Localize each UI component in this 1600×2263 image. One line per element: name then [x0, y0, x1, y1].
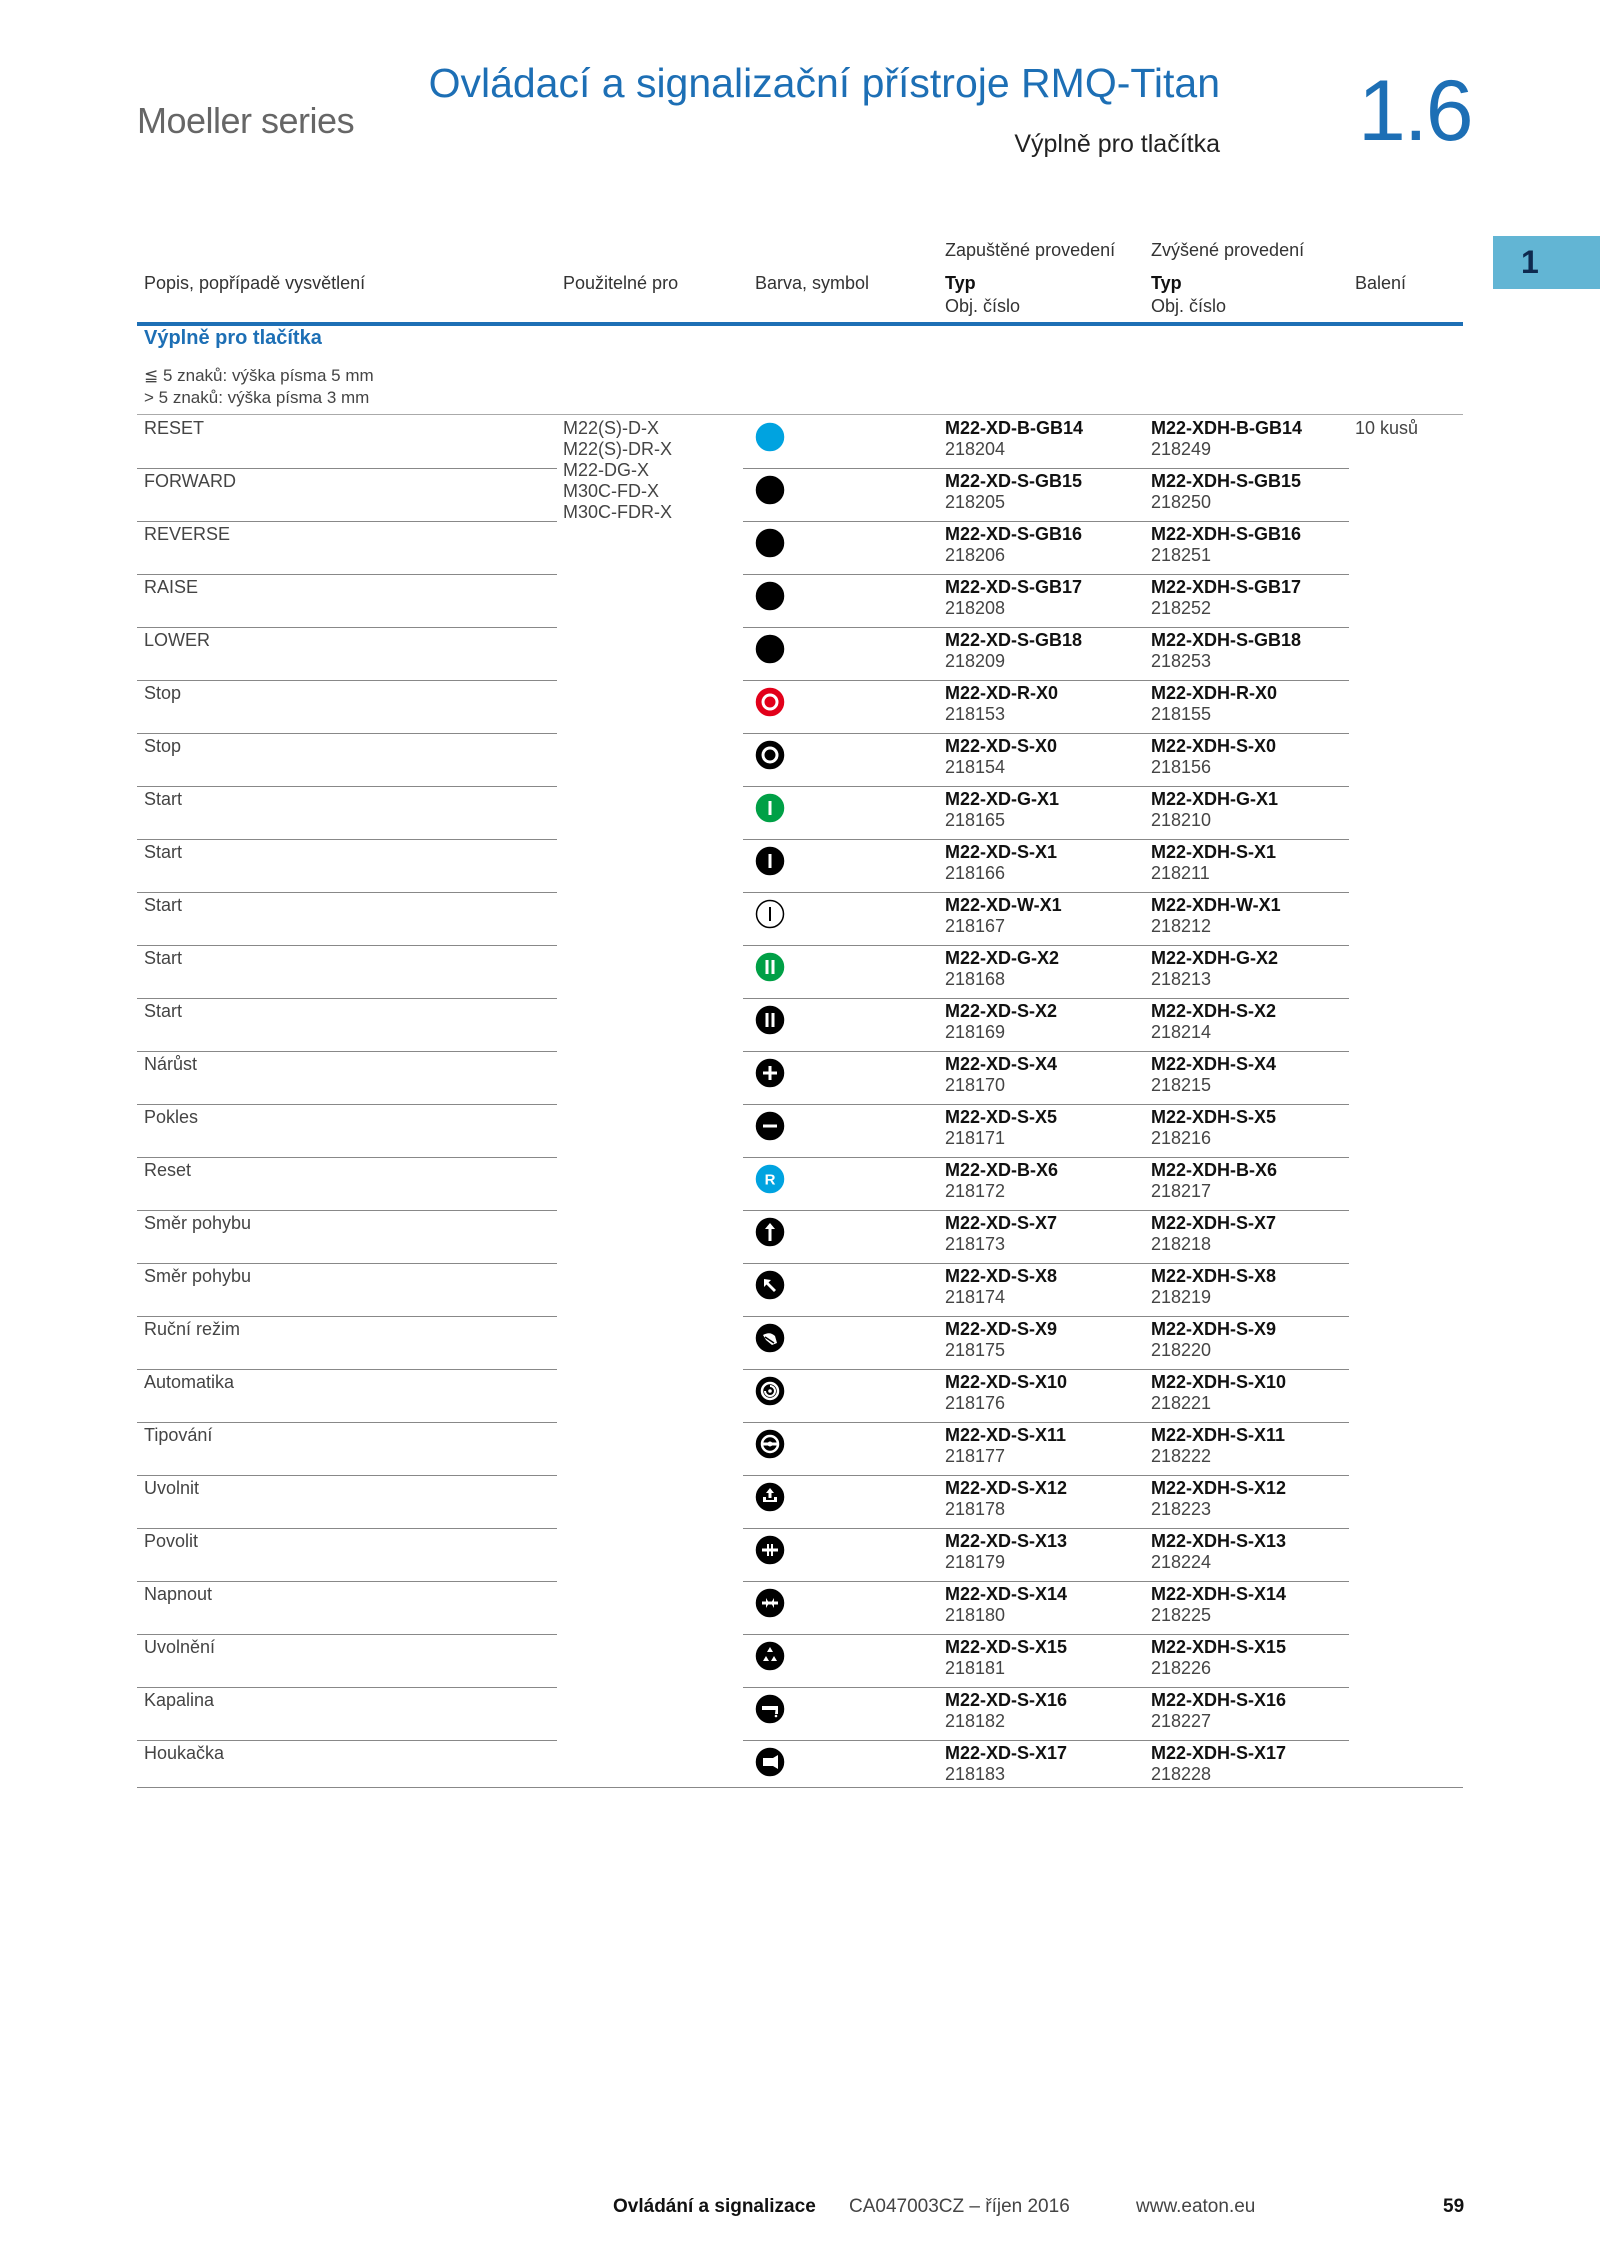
flush-type: M22-XD-S-X11 — [945, 1425, 1067, 1445]
loosen-icon — [755, 1535, 785, 1565]
raised-type: M22-XDH-G-X1 — [1151, 789, 1279, 809]
table-row — [0, 1317, 1600, 1370]
blue-dot-icon — [755, 422, 785, 452]
flush-type: M22-XD-S-X7 — [945, 1213, 1058, 1233]
raised-order-number: 218215 — [1151, 1075, 1212, 1095]
flush-order-number: 218172 — [945, 1181, 1006, 1201]
raised-order-number: 218225 — [1151, 1605, 1212, 1625]
raised-order-number: 218222 — [1151, 1446, 1212, 1466]
table-row — [0, 893, 1600, 946]
table-row — [0, 1105, 1600, 1158]
red-stop-icon — [755, 687, 785, 717]
raised-type: M22-XDH-S-X1 — [1151, 842, 1277, 862]
flush-order-number: 218205 — [945, 492, 1006, 512]
row-description: Ruční režim — [144, 1319, 241, 1339]
plus-icon — [755, 1058, 785, 1088]
arrow-diag-icon — [755, 1270, 785, 1300]
pack-size: 10 kusů — [1355, 418, 1419, 438]
flush-type: M22-XD-S-GB18 — [945, 630, 1083, 650]
table-row — [0, 1370, 1600, 1423]
row-description: Start — [144, 842, 183, 862]
row-description: Směr pohybu — [144, 1213, 252, 1233]
release-icon — [755, 1482, 785, 1512]
raised-type: M22-XDH-S-X11 — [1151, 1425, 1286, 1445]
raised-order-number: 218250 — [1151, 492, 1212, 512]
raised-group-header: Zvýšené provedení — [1151, 240, 1305, 260]
black-stop-icon — [755, 740, 785, 770]
row-description: Kapalina — [144, 1690, 215, 1710]
raised-order-number: 218223 — [1151, 1499, 1212, 1519]
footer-section: Ovládání a signalizace — [613, 2196, 816, 2217]
flush-order-number: 218169 — [945, 1022, 1006, 1042]
flush-order-number: 218165 — [945, 810, 1006, 830]
raised-order-number: 218224 — [1151, 1552, 1212, 1572]
chapter-tab[interactable]: 1 — [1493, 236, 1600, 289]
flush-order-number: 218168 — [945, 969, 1006, 989]
table-row — [0, 1582, 1600, 1635]
raised-type: M22-XDH-S-X0 — [1151, 736, 1277, 756]
raised-order-number: 218218 — [1151, 1234, 1212, 1254]
flush-type: M22-XD-S-X5 — [945, 1107, 1058, 1127]
table-row — [0, 1052, 1600, 1105]
raised-type: M22-XDH-S-X9 — [1151, 1319, 1277, 1339]
flush-type: M22-XD-R-X0 — [945, 683, 1059, 703]
liquid-icon — [755, 1694, 785, 1724]
chapter-number: 1.6 — [1358, 63, 1472, 159]
flush-type: M22-XD-B-X6 — [945, 1160, 1059, 1180]
raised-order-number: 218251 — [1151, 545, 1212, 565]
row-description: Napnout — [144, 1584, 213, 1604]
flush-type: M22-XD-S-X16 — [945, 1690, 1068, 1710]
raised-type: M22-XDH-S-X13 — [1151, 1531, 1287, 1551]
flush-type: M22-XD-S-X0 — [945, 736, 1058, 756]
flush-type: M22-XD-S-GB17 — [945, 577, 1083, 597]
row-description: Start — [144, 948, 183, 968]
row-description: RESET — [144, 418, 205, 438]
black-dot-icon — [755, 475, 785, 505]
table-row — [0, 1476, 1600, 1529]
row-description: FORWARD — [144, 471, 236, 491]
hand-icon — [755, 1323, 785, 1353]
row-description: Start — [144, 895, 183, 915]
raised-order-number: 218217 — [1151, 1181, 1212, 1201]
section-divider — [137, 414, 1463, 415]
row-description: Povolit — [144, 1531, 199, 1551]
table-row — [0, 946, 1600, 999]
white-start-i-icon — [755, 899, 785, 929]
raised-order-number: 218253 — [1151, 651, 1212, 671]
flush-type: M22-XD-S-X8 — [945, 1266, 1058, 1286]
minus-icon — [755, 1111, 785, 1141]
raised-type: M22-XDH-S-X4 — [1151, 1054, 1277, 1074]
row-description: Tipování — [144, 1425, 213, 1445]
raised-type: M22-XDH-S-X2 — [1151, 1001, 1277, 1021]
raised-type: M22-XDH-G-X2 — [1151, 948, 1279, 968]
black-dot-icon — [755, 634, 785, 664]
arrow-up-icon — [755, 1217, 785, 1247]
col-type-header-raised: Typ — [1151, 273, 1182, 293]
table-row — [0, 1211, 1600, 1264]
page-subtitle: Výplně pro tlačítka — [1014, 130, 1220, 158]
flush-type: M22-XD-S-X2 — [945, 1001, 1058, 1021]
series-label: Moeller series — [137, 100, 355, 141]
col-desc-header: Popis, popřípadě vysvětlení — [144, 273, 366, 293]
flush-order-number: 218181 — [945, 1658, 1006, 1678]
raised-type: M22-XDH-S-X14 — [1151, 1584, 1287, 1604]
row-description: Stop — [144, 683, 182, 703]
table-row — [0, 1688, 1600, 1741]
row-description: Reset — [144, 1160, 192, 1180]
flush-type: M22-XD-S-X15 — [945, 1637, 1068, 1657]
flush-order-number: 218176 — [945, 1393, 1006, 1413]
raised-type: M22-XDH-S-X5 — [1151, 1107, 1277, 1127]
flush-order-number: 218182 — [945, 1711, 1006, 1731]
raised-type: M22-XDH-S-GB17 — [1151, 577, 1302, 597]
table-row — [0, 681, 1600, 734]
flush-order-number: 218206 — [945, 545, 1006, 565]
raised-order-number: 218211 — [1151, 863, 1210, 883]
raised-type: M22-XDH-S-X12 — [1151, 1478, 1287, 1498]
col-type-header-flush: Typ — [945, 273, 976, 293]
reset-r-icon — [755, 1164, 785, 1194]
raised-type: M22-XDH-S-GB16 — [1151, 524, 1302, 544]
row-description: Uvolnění — [144, 1637, 216, 1657]
table-row — [0, 999, 1600, 1052]
raised-order-number: 218213 — [1151, 969, 1212, 989]
flush-order-number: 218175 — [945, 1340, 1006, 1360]
flush-type: M22-XD-S-GB15 — [945, 471, 1083, 491]
usable-item: M22-DG-X — [563, 460, 650, 480]
table-row — [0, 575, 1600, 628]
table-row — [0, 1635, 1600, 1688]
raised-type: M22-XDH-S-X7 — [1151, 1213, 1277, 1233]
raised-type: M22-XDH-S-X17 — [1151, 1743, 1287, 1763]
flush-order-number: 218204 — [945, 439, 1006, 459]
usable-item: M22(S)-D-X — [563, 418, 660, 438]
raised-order-number: 218249 — [1151, 439, 1212, 459]
table-row — [0, 1423, 1600, 1476]
raised-order-number: 218210 — [1151, 810, 1212, 830]
section-note: > 5 znaků: výška písma 3 mm — [144, 388, 370, 407]
raised-order-number: 218156 — [1151, 757, 1212, 777]
flush-type: M22-XD-S-X13 — [945, 1531, 1068, 1551]
header-divider — [137, 322, 1463, 326]
flush-type: M22-XD-S-X17 — [945, 1743, 1068, 1763]
raised-type: M22-XDH-S-X8 — [1151, 1266, 1277, 1286]
flush-order-number: 218166 — [945, 863, 1006, 883]
section-title: Výplně pro tlačítka — [144, 327, 322, 349]
raised-order-number: 218220 — [1151, 1340, 1212, 1360]
row-description: Směr pohybu — [144, 1266, 252, 1286]
col-order-header-raised: Obj. číslo — [1151, 296, 1227, 316]
flush-type: M22-XD-S-X9 — [945, 1319, 1058, 1339]
col-order-header-flush: Obj. číslo — [945, 296, 1021, 316]
row-description: LOWER — [144, 630, 211, 650]
page-number: 59 — [1443, 2196, 1465, 2217]
flush-type: M22-XD-G-X1 — [945, 789, 1060, 809]
unlock-icon — [755, 1641, 785, 1671]
black-dot-icon — [755, 581, 785, 611]
col-pack-header: Balení — [1355, 273, 1407, 293]
usable-item: M30C-FD-X — [563, 481, 660, 501]
horn-icon — [755, 1747, 785, 1777]
jog-icon — [755, 1429, 785, 1459]
table-row — [0, 628, 1600, 681]
raised-order-number: 218219 — [1151, 1287, 1212, 1307]
flush-type: M22-XD-G-X2 — [945, 948, 1060, 968]
page-title: Ovládací a signalizační přístroje RMQ-Titan — [428, 60, 1220, 106]
row-description: RAISE — [144, 577, 199, 597]
raised-order-number: 218221 — [1151, 1393, 1212, 1413]
black-dot-icon — [755, 528, 785, 558]
flush-order-number: 218180 — [945, 1605, 1006, 1625]
col-color-header: Barva, symbol — [755, 273, 870, 293]
flush-group-header: Zapuštěné provedení — [945, 240, 1116, 260]
green-start-ii-icon — [755, 952, 785, 982]
row-description: Uvolnit — [144, 1478, 200, 1498]
col-usable-header: Použitelné pro — [563, 273, 679, 293]
flush-order-number: 218208 — [945, 598, 1006, 618]
green-start-i-icon — [755, 793, 785, 823]
flush-order-number: 218183 — [945, 1764, 1006, 1784]
row-description: Houkačka — [144, 1743, 225, 1763]
table-row — [0, 1158, 1600, 1211]
raised-type: M22-XDH-B-X6 — [1151, 1160, 1278, 1180]
raised-order-number: 218252 — [1151, 598, 1212, 618]
raised-type: M22-XDH-S-X16 — [1151, 1690, 1287, 1710]
flush-order-number: 218179 — [945, 1552, 1006, 1572]
row-description: Start — [144, 789, 183, 809]
auto-icon — [755, 1376, 785, 1406]
flush-type: M22-XD-S-X12 — [945, 1478, 1068, 1498]
flush-type: M22-XD-S-X1 — [945, 842, 1058, 862]
usable-item: M30C-FDR-X — [563, 502, 673, 522]
raised-order-number: 218228 — [1151, 1764, 1212, 1784]
flush-order-number: 218174 — [945, 1287, 1006, 1307]
row-description: REVERSE — [144, 524, 231, 544]
flush-type: M22-XD-B-GB14 — [945, 418, 1084, 438]
raised-order-number: 218212 — [1151, 916, 1212, 936]
raised-type: M22-XDH-S-X15 — [1151, 1637, 1287, 1657]
table-row — [0, 469, 1600, 522]
flush-order-number: 218153 — [945, 704, 1006, 724]
flush-type: M22-XD-S-X14 — [945, 1584, 1068, 1604]
black-start-ii-icon — [755, 1005, 785, 1035]
flush-order-number: 218177 — [945, 1446, 1006, 1466]
flush-order-number: 218154 — [945, 757, 1006, 777]
flush-order-number: 218171 — [945, 1128, 1006, 1148]
table-row — [0, 1264, 1600, 1317]
black-start-i-icon — [755, 846, 785, 876]
table-row — [0, 1529, 1600, 1582]
raised-type: M22-XDH-W-X1 — [1151, 895, 1281, 915]
usable-item: M22(S)-DR-X — [563, 439, 673, 459]
raised-type: M22-XDH-S-GB18 — [1151, 630, 1302, 650]
raised-order-number: 218155 — [1151, 704, 1212, 724]
table-row — [0, 787, 1600, 840]
table-row — [0, 522, 1600, 575]
flush-order-number: 218170 — [945, 1075, 1006, 1095]
tension-icon — [755, 1588, 785, 1618]
flush-order-number: 218167 — [945, 916, 1006, 936]
flush-type: M22-XD-S-X4 — [945, 1054, 1058, 1074]
table-row — [0, 734, 1600, 787]
raised-order-number: 218214 — [1151, 1022, 1212, 1042]
raised-type: M22-XDH-B-GB14 — [1151, 418, 1303, 438]
raised-type: M22-XDH-S-X10 — [1151, 1372, 1287, 1392]
row-description: Stop — [144, 736, 182, 756]
raised-order-number: 218226 — [1151, 1658, 1212, 1678]
flush-order-number: 218209 — [945, 651, 1006, 671]
raised-type: M22-XDH-R-X0 — [1151, 683, 1278, 703]
flush-order-number: 218178 — [945, 1499, 1006, 1519]
table-end-line — [137, 1787, 1463, 1788]
row-description: Pokles — [144, 1107, 199, 1127]
flush-type: M22-XD-S-GB16 — [945, 524, 1083, 544]
section-note: ≦ 5 znaků: výška písma 5 mm — [144, 366, 374, 385]
row-description: Start — [144, 1001, 183, 1021]
flush-order-number: 218173 — [945, 1234, 1006, 1254]
svg-text:R: R — [764, 1171, 776, 1189]
row-description: Automatika — [144, 1372, 235, 1392]
raised-order-number: 218216 — [1151, 1128, 1212, 1148]
table-row — [0, 416, 1600, 469]
footer-catalog: CA047003CZ – říjen 2016 — [849, 2196, 1070, 2217]
row-description: Nárůst — [144, 1054, 198, 1074]
footer-website[interactable]: www.eaton.eu — [1136, 2196, 1256, 2217]
flush-type: M22-XD-W-X1 — [945, 895, 1062, 915]
flush-type: M22-XD-S-X10 — [945, 1372, 1068, 1392]
raised-order-number: 218227 — [1151, 1711, 1212, 1731]
table-row — [0, 840, 1600, 893]
raised-type: M22-XDH-S-GB15 — [1151, 471, 1302, 491]
